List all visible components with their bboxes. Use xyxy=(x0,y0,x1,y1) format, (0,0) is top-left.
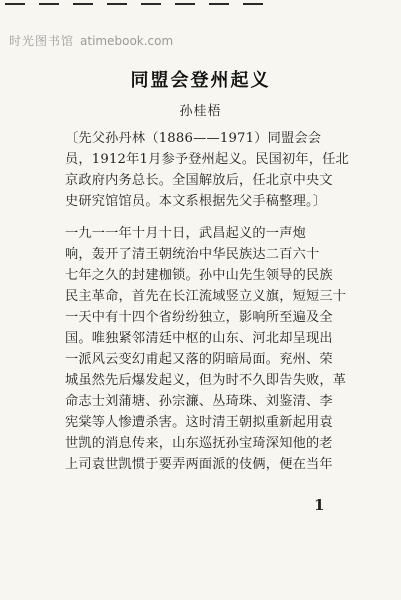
body-line: 城虽然先后爆发起义，但为时不久即告失败，革 xyxy=(65,373,347,388)
top-border xyxy=(0,0,401,10)
body-line: 世凯的消息传来，山东巡抚孙宝琦深知他的老 xyxy=(65,436,333,451)
preface-line: 京政府内务总长。全国解放后，任北京中央文 xyxy=(65,173,333,188)
body-line: 民主革命，首先在长江流域竖立义旗，短短三十 xyxy=(65,289,347,304)
page-number: 1 xyxy=(314,496,325,514)
body-line: 一派风云变幻甫起又落的阴暗局面。兖州、荣 xyxy=(65,352,333,367)
watermark xyxy=(9,32,173,49)
body-line: 命志士刘蒲塘、孙宗濂、丛琦珠、刘鉴清、李 xyxy=(65,394,333,409)
preface-line: 员，1912年1月参予登州起义。民国初年，任北 xyxy=(65,152,349,167)
preface-line: 〔先父孙丹林（1886——1971）同盟会会 xyxy=(65,131,322,146)
body-line: 一九一一年十月十日，武昌起义的一声炮 xyxy=(65,226,306,241)
watermark-en: atimebook.com xyxy=(80,34,174,48)
body-line: 七年之久的封建枷锁。孙中山先生领导的民族 xyxy=(65,268,333,283)
body-line: 国。唯独紧邻清廷中枢的山东、河北却呈现出 xyxy=(65,331,333,346)
body-line: 上司袁世凯惯于要弄两面派的伎俩，便在当年 xyxy=(65,457,333,472)
preface-line: 史研究馆馆员。本文系根据先父手稿整理。〕 xyxy=(65,194,327,209)
body-line: 响，轰开了清王朝统治中华民族达二百六十 xyxy=(65,247,320,262)
body-line: 宪棠等人惨遭杀害。这时清王朝拟重新起用袁 xyxy=(65,415,333,430)
page-title: 同盟会登州起义 xyxy=(130,70,271,91)
author-name: 孙桂梧 xyxy=(179,104,222,119)
body-line: 一天中有十四个省纷纷独立，影响所至遍及全 xyxy=(65,310,333,325)
watermark-cn: 时光图书馆 xyxy=(9,34,75,48)
